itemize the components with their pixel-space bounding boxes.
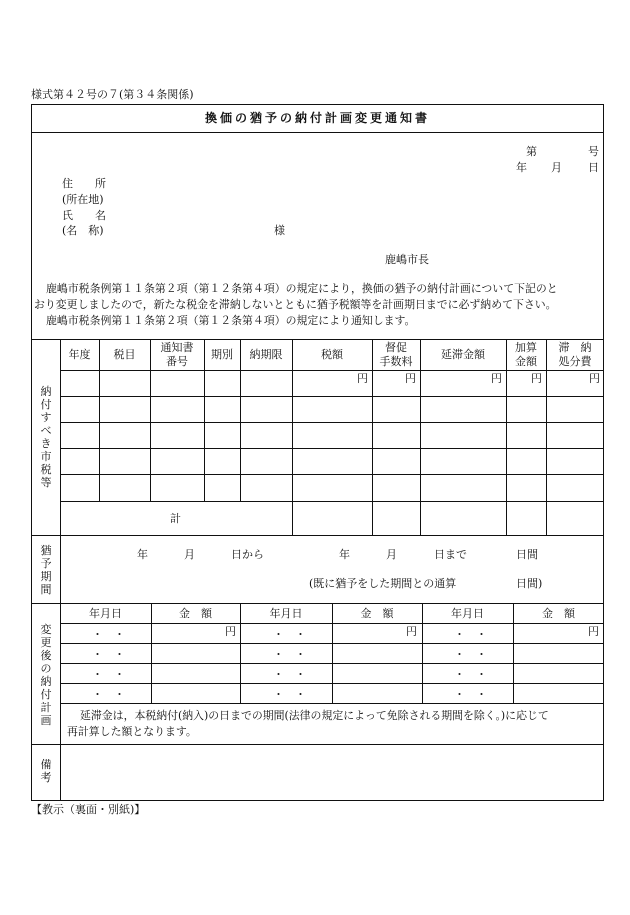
payable-top-line [31,339,604,340]
plan-dots: ・ ・ [273,628,306,641]
plan-dots: ・ ・ [273,648,306,661]
plan-row-line [60,643,604,644]
col-line [99,339,100,501]
row-line [60,448,604,449]
row-line [60,474,604,475]
header-surcharge-2: 金額 [515,355,537,368]
header-tax-item: 税目 [113,348,136,361]
remarks-top-line [31,744,604,745]
date-hi: 日 [588,161,599,174]
payable-side-divider [60,339,61,535]
plan-row-line [60,663,604,664]
total-label: 計 [170,512,181,525]
grace-cumulative-open: (既に猶予をした期間との通算 [309,577,457,590]
grace-from-nen: 年 [137,548,148,561]
plan-dots: ・ ・ [273,688,306,701]
sama-label: 様 [274,224,285,237]
plan-row-line [60,623,604,624]
remarks-side-divider [60,744,61,801]
yen-surcharge: 円 [531,372,542,385]
plan-amount-header-3: 金 額 [542,607,575,620]
number-dai: 第 [526,145,537,158]
row-line [60,396,604,397]
row-line [60,501,604,502]
plan-dots: ・ ・ [454,688,487,701]
grace-top-line [31,535,604,536]
body-text-line1: 鹿嶋市税条例第１１条第２項（第１２条第４項）の規定により，換価の猶予の納付計画について下記のと [46,282,558,295]
grace-from-hi: 日から [231,548,264,561]
yen-delay: 円 [491,372,502,385]
plan-dots: ・ ・ [273,668,306,681]
plan-side-divider [60,603,61,744]
grace-side-divider [60,535,61,603]
header-notice-no-1: 通知書 [160,341,194,354]
plan-dots: ・ ・ [454,648,487,661]
header-year: 年度 [68,348,91,361]
yen-amount: 円 [357,372,368,385]
body-text-line2: おり変更しましたので，新たな税金を滞納しないとともに猶予税額等を計画期日までに必ず納めて下さい。 [34,298,557,311]
plan-row-line [60,703,604,704]
name-label: 氏 名 [62,209,106,222]
col-line [204,339,205,501]
grace-to-nen: 年 [339,548,350,561]
date-nen: 年 [516,161,527,174]
row-line [60,370,604,371]
plan-date-header-1: 年月日 [89,607,122,620]
header-due: 納期限 [249,348,283,361]
plan-amount-header-2: 金 額 [360,607,394,620]
header-fee-1: 督促 [385,341,407,354]
col-line [372,339,373,535]
header-amount: 税額 [321,348,343,361]
grace-to-hi: 日まで [434,548,467,561]
plan-note-line2: 再計算した額となります。 [67,725,197,738]
header-fee-2: 手数料 [379,355,413,368]
header-arrears-2: 処分費 [558,355,592,368]
form-title: 換価の猶予の納付計画変更通知書 [204,111,430,125]
grace-days: 日間 [516,548,538,561]
plan-date-header-2: 年月日 [269,607,303,620]
header-arrears-1: 滞 納 [558,341,592,354]
plan-dots: ・ ・ [92,648,125,661]
footer-instruction: 【教示（裏面・別紙)】 [31,803,146,816]
address-label: 住 所 [62,177,106,190]
form-number: 様式第４２号の７(第３４条関係) [31,88,194,101]
plan-yen-2: 円 [406,625,417,638]
date-tsuki: 月 [551,161,562,174]
plan-top-line [31,603,604,604]
grace-cumulative-close: 日間) [516,577,543,590]
plan-dots: ・ ・ [454,628,487,641]
payable-side-label: 納付すべき市税等 [40,385,52,489]
number-go: 号 [588,145,599,158]
col-line [420,339,421,535]
header-notice-no-2: 番号 [166,355,188,368]
plan-amount-header-1: 金 額 [179,607,212,620]
header-delay: 延滞金額 [441,348,485,361]
plan-dots: ・ ・ [454,668,487,681]
col-line [546,339,547,535]
plan-note-line1: 延滞金は，本税納付(納入)の日までの期間(法律の規定によって免除される期間を除く。)に応じて [80,709,549,722]
plan-side-label: 変更後の納付計画 [40,623,52,727]
grace-to-tsuki: 月 [386,548,397,561]
yen-fee: 円 [405,372,416,385]
row-line [60,422,604,423]
col-line [292,339,293,535]
grace-from-tsuki: 月 [184,548,195,561]
issuer: 鹿嶋市長 [385,253,429,266]
plan-dots: ・ ・ [92,628,125,641]
header-surcharge-1: 加算 [515,341,537,354]
location-label: (所在地) [62,193,104,206]
grace-side-label: 猶予期間 [40,544,52,596]
col-line [240,339,241,501]
header-period: 期別 [211,348,233,361]
plan-dots: ・ ・ [92,688,125,701]
body-text-line3: 鹿嶋市税条例第１１条第２項（第１２条第４項）の規定により通知します。 [46,314,416,327]
plan-yen-3: 円 [588,625,599,638]
col-line [506,339,507,535]
plan-yen-1: 円 [225,625,236,638]
name-title-label: (名 称) [62,224,104,237]
title-divider [31,132,604,133]
plan-dots: ・ ・ [92,668,125,681]
plan-date-header-3: 年月日 [451,607,484,620]
yen-arrears: 円 [589,372,600,385]
remarks-side-label: 備考 [40,758,52,784]
plan-row-line [60,683,604,684]
